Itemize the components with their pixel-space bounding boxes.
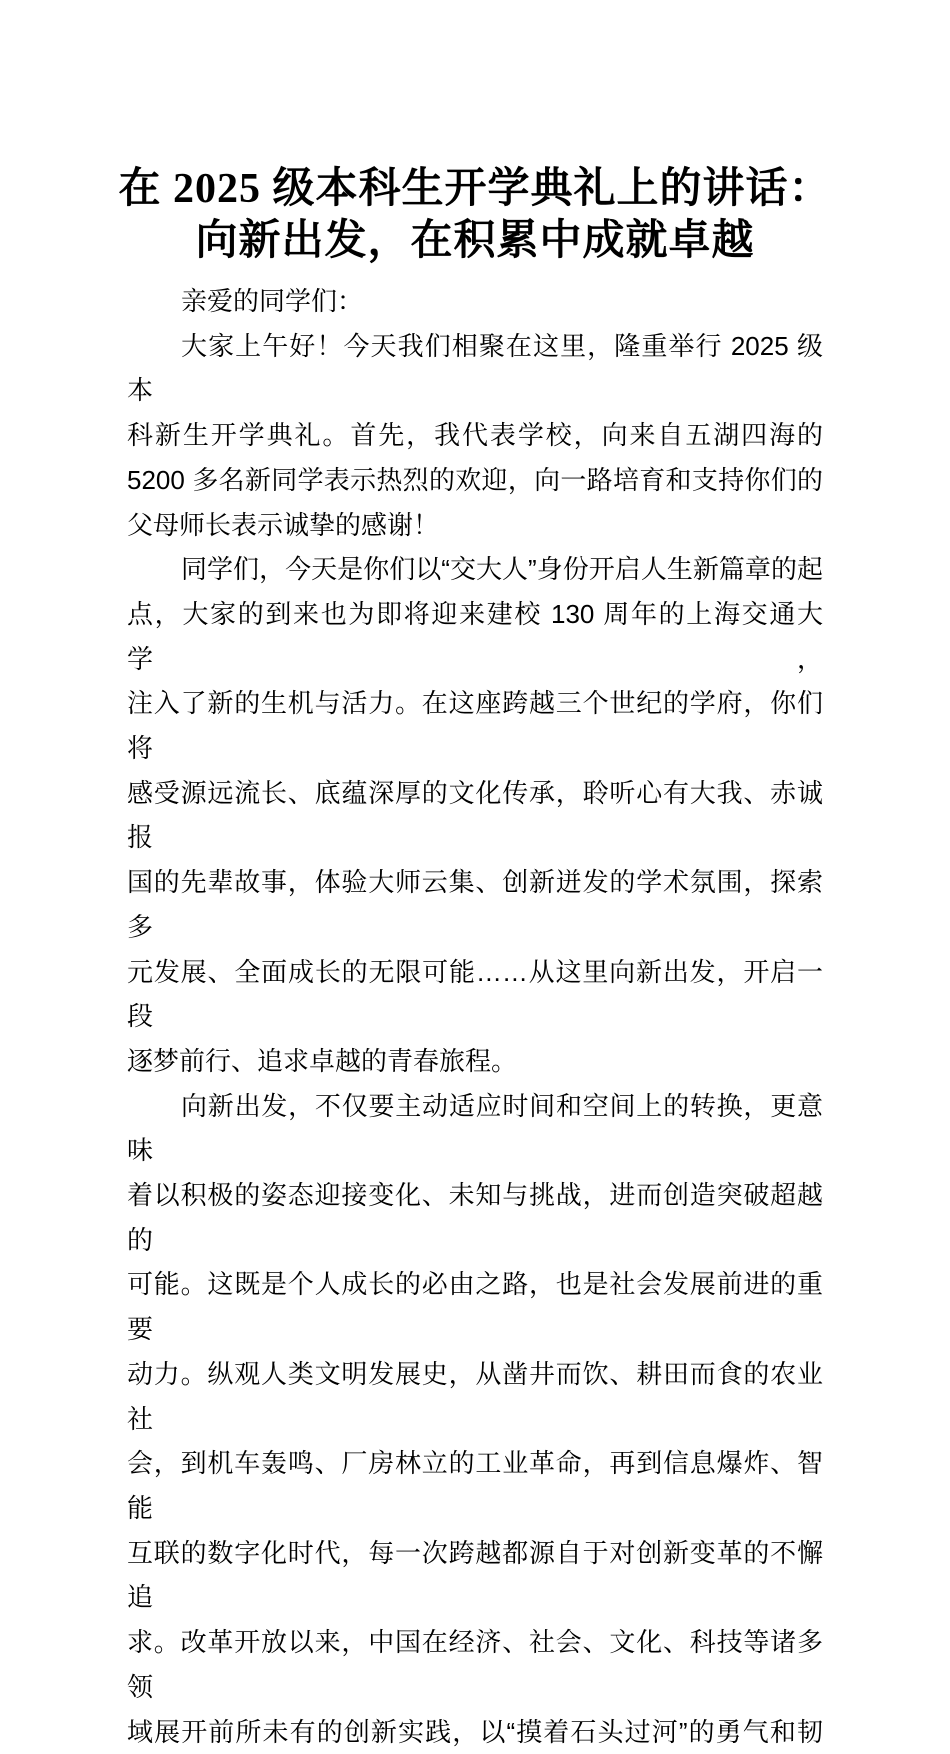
paragraph-new-chapter: [127, 547, 823, 1083]
text-line: 注入了新的生机与活力。在这座跨越三个世纪的学府，你们将: [127, 681, 823, 770]
text-line: 感受源远流长、底蕴深厚的文化传承，聆听心有大我、赤诚报: [127, 771, 823, 860]
text-line: 域展开前所未有的创新实践，以“摸着石头过河”的勇气和韧: [127, 1710, 823, 1754]
paragraph-innovation: [127, 1084, 823, 1754]
text-line: 大家上午好！今天我们相聚在这里，隆重举行 2025 级本: [127, 324, 823, 413]
text-line: 求。改革开放以来，中国在经济、社会、文化、科技等诸多领: [127, 1620, 823, 1709]
text-line: 可能。这既是个人成长的必由之路，也是社会发展前进的重要: [127, 1262, 823, 1351]
text-line: 向新出发，不仅要主动适应时间和空间上的转换，更意味: [127, 1084, 823, 1173]
paragraph-greeting: [127, 324, 823, 548]
document-body: [0, 279, 950, 1754]
document-title: [0, 0, 950, 267]
text-line: 元发展、全面成长的无限可能……从这里向新出发，开启一段: [127, 950, 823, 1039]
text-line: 亲爱的同学们：: [127, 279, 823, 324]
text-line: 动力。纵观人类文明发展史，从凿井而饮、耕田而食的农业社: [127, 1352, 823, 1441]
text-line: 逐梦前行、追求卓越的青春旅程。: [127, 1039, 823, 1084]
text-line: 父母师长表示诚挚的感谢！: [127, 503, 823, 548]
text-line: 互联的数字化时代，每一次跨越都源自于对创新变革的不懈追: [127, 1531, 823, 1620]
text-line: 科新生开学典礼。首先，我代表学校，向来自五湖四海的: [127, 413, 823, 458]
title-line: 在 2025 级本科生开学典礼上的讲话：: [100, 163, 850, 215]
text-line: 同学们，今天是你们以“交大人”身份开启人生新篇章的起: [127, 547, 823, 592]
text-line: 点，大家的到来也为即将迎来建校 130 周年的上海交通大学，: [127, 592, 823, 681]
text-line: 会，到机车轰鸣、厂房林立的工业革命，再到信息爆炸、智能: [127, 1441, 823, 1530]
paragraph-salutation: [127, 279, 823, 324]
text-line: 国的先辈故事，体验大师云集、创新迸发的学术氛围，探索多: [127, 860, 823, 949]
text-line: 5200 多名新同学表示热烈的欢迎，向一路培育和支持你们的: [127, 458, 823, 503]
text-line: 着以积极的姿态迎接变化、未知与挑战，进而创造突破超越的: [127, 1173, 823, 1262]
title-line: 向新出发，在积累中成就卓越: [100, 215, 850, 267]
